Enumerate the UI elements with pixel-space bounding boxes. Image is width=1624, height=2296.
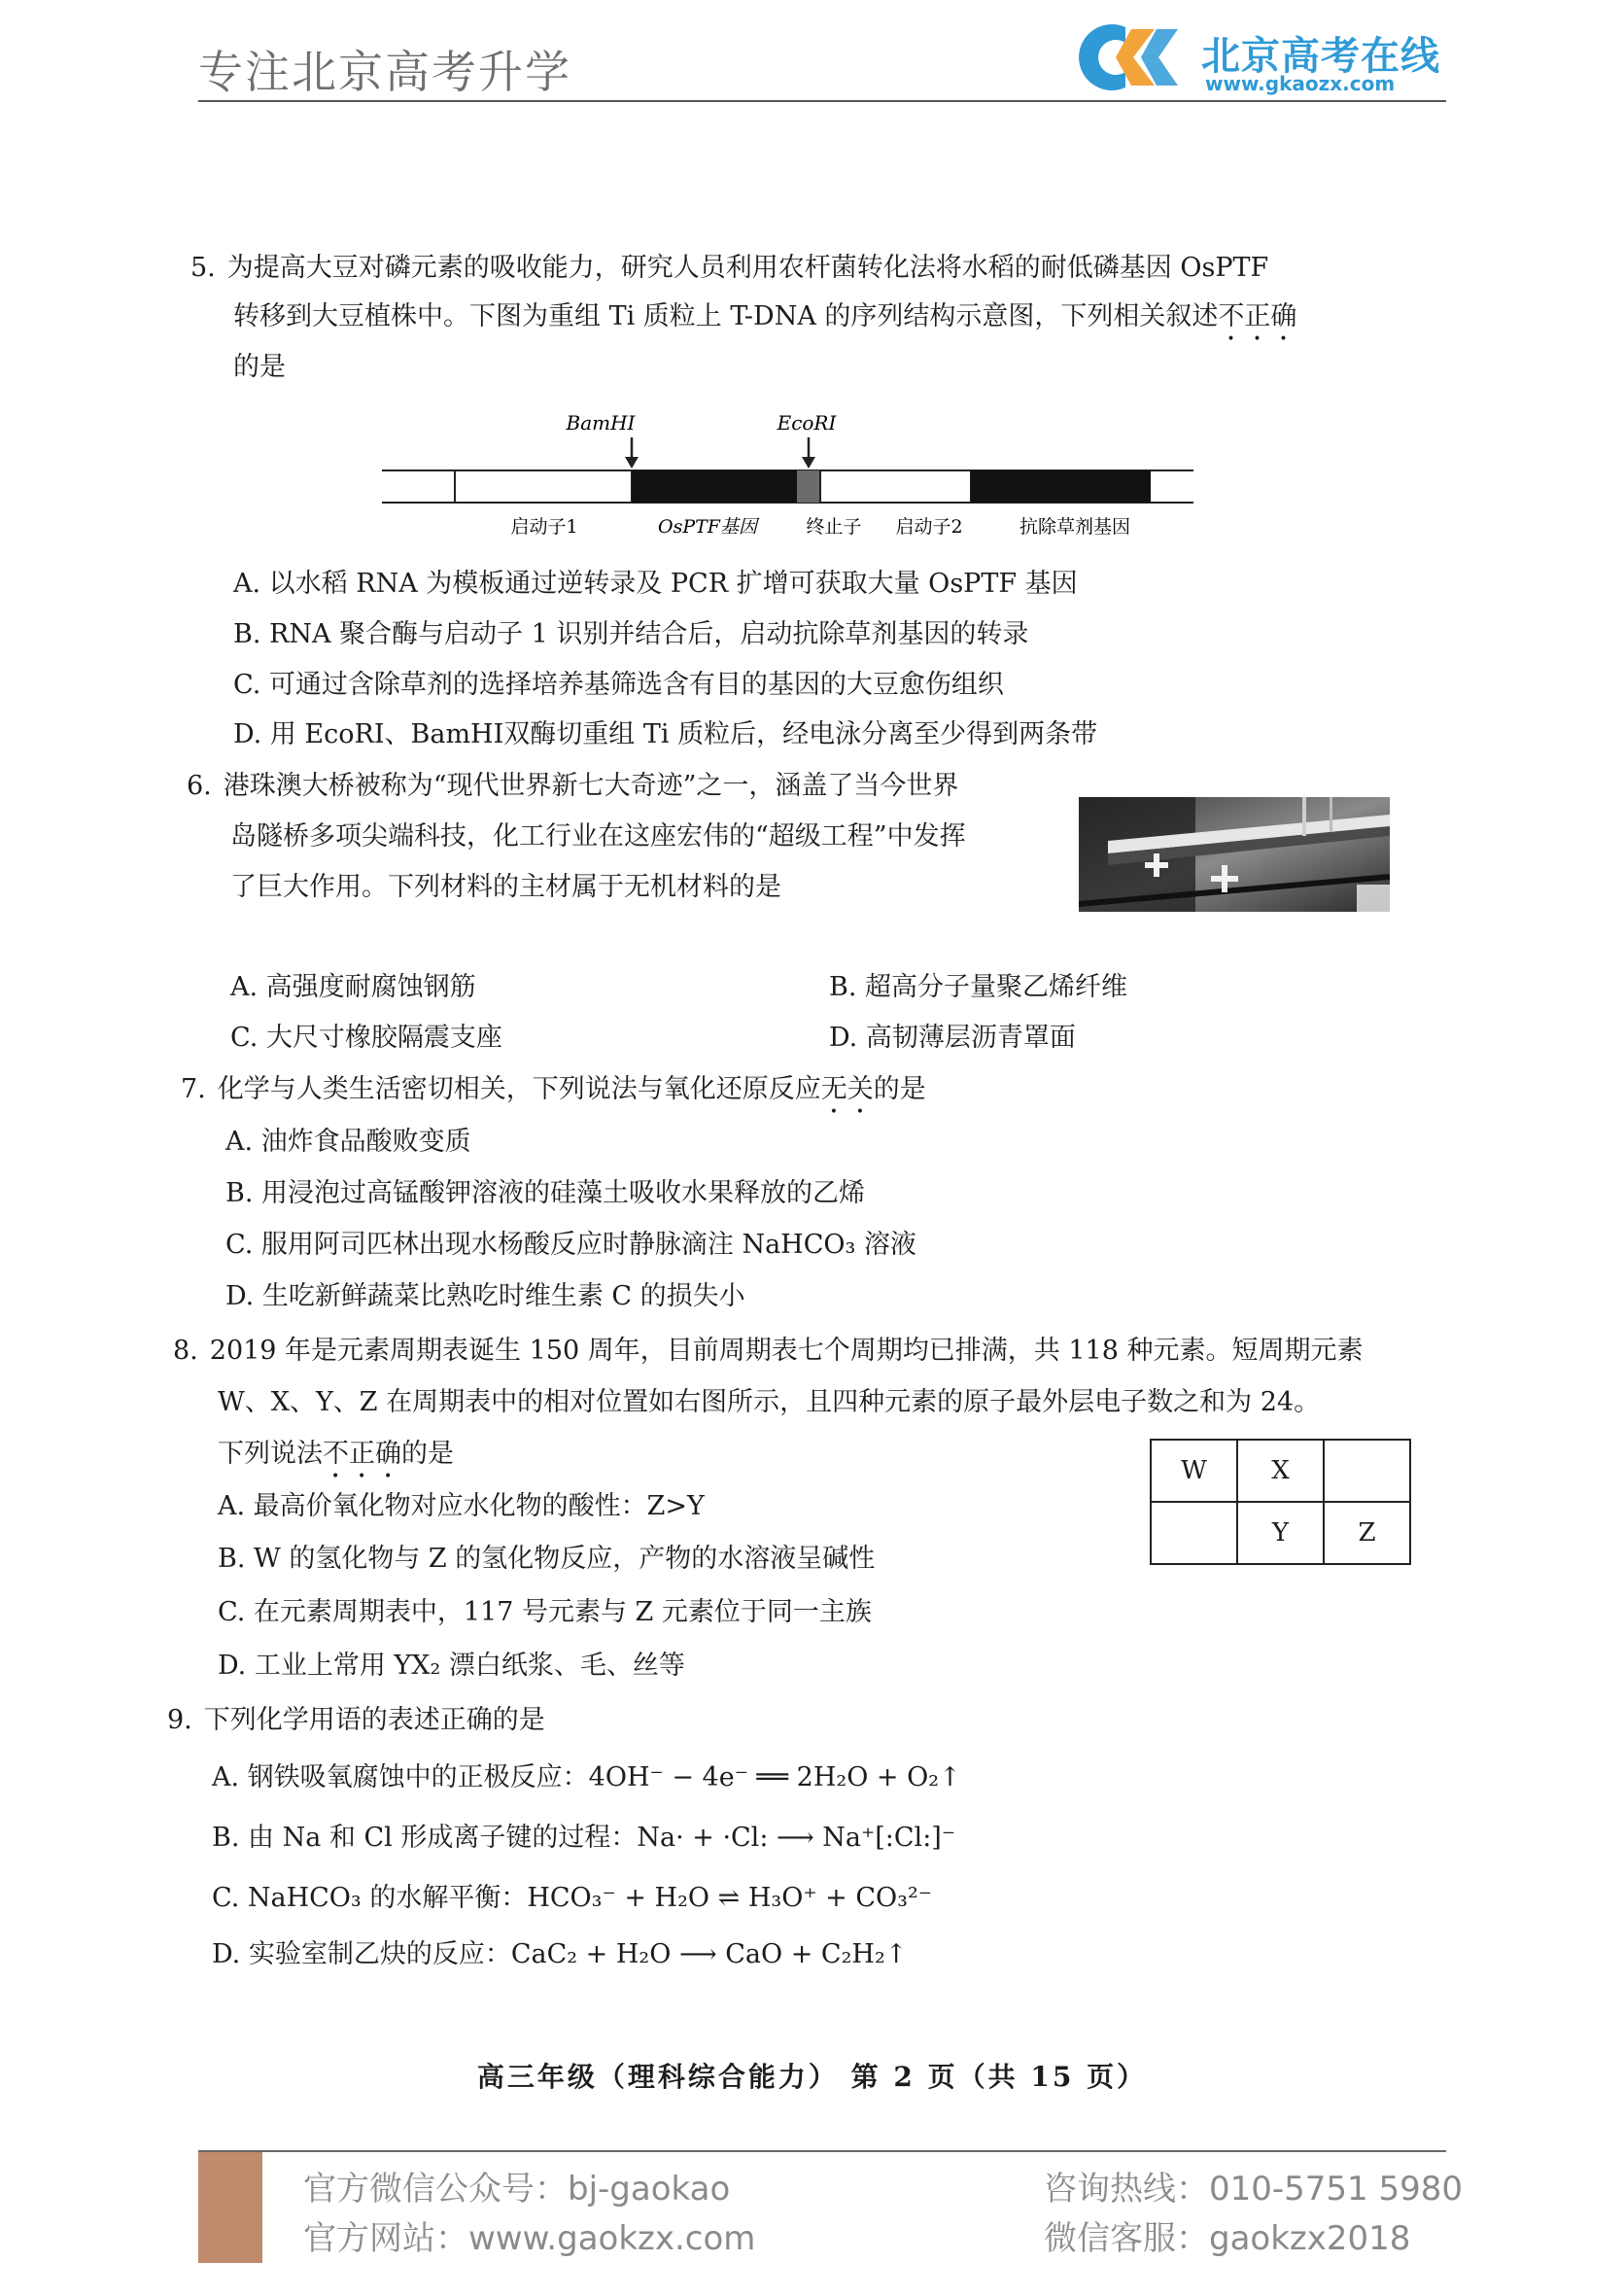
- q7-option-d: D. 生吃新鲜蔬菜比熟吃时维生素 C 的损失小: [225, 1281, 745, 1311]
- q6-option-a: A. 高强度耐腐蚀钢筋: [230, 972, 476, 1002]
- q6-line3: 了巨大作用。下列材料的主材属于无机材料的是: [230, 872, 781, 902]
- promoter1-segment: [455, 470, 632, 503]
- q5-option-a: A. 以水稻 RNA 为模板通过逆转录及 PCR 扩增可获取大量 OsPTF 基因: [233, 569, 1078, 599]
- q8-line3: [218, 1432, 454, 1484]
- periodic-row: [1151, 1440, 1410, 1502]
- bamhi-arrowhead-icon: [625, 457, 639, 469]
- footer-wechat-service: 微信客服：gaokzx2018: [1044, 2219, 1411, 2258]
- q5-stem-line2: 转移到大豆植株中。下图为重组 Ti 质粒上 T-DNA 的序列结构示意图，下列相关叙述: [233, 301, 1219, 331]
- label-terminator: 终止子: [806, 516, 862, 538]
- footer-accent-bar: [198, 2152, 262, 2263]
- q6-line1: [187, 764, 958, 802]
- q8-number: 8.: [173, 1336, 198, 1366]
- label-herbicide-gene: 抗除草剂基因: [1019, 516, 1131, 538]
- q6-number: 6.: [187, 771, 212, 801]
- header-rule: [198, 100, 1446, 102]
- q5-stem-line1: 为提高大豆对磷元素的吸收能力，研究人员利用农杆菌转化法将水稻的耐低磷基因 OsPTF: [226, 253, 1269, 283]
- q5-option-c: C. 可通过含除草剂的选择培养基筛选含有目的基因的大豆愈伤组织: [233, 670, 1004, 700]
- q9-option-c: C. NaHCO₃ 的水解平衡：HCO₃⁻ + H₂O ⇌ H₃O⁺ + CO₃²⁻: [212, 1883, 933, 1913]
- q5-line1: [190, 246, 1268, 284]
- footer-website: 官方网站：www.gaokzx.com: [303, 2219, 756, 2258]
- q8-line1: [173, 1329, 1363, 1367]
- q7-stem: [181, 1067, 926, 1120]
- q8-option-d: D. 工业上常用 YX₂ 漂白纸浆、毛、丝等: [218, 1651, 685, 1681]
- q9-stem: [167, 1698, 545, 1736]
- cell-empty: [1151, 1502, 1237, 1564]
- q6-stem-line1: 港珠澳大桥被称为“现代世界新七大奇迹”之一，涵盖了当今世界: [223, 771, 959, 801]
- q5-line2: [233, 295, 1296, 347]
- bamhi-site-label: BamHⅠ: [566, 411, 636, 435]
- periodic-table-fragment: [1150, 1439, 1411, 1565]
- q8-emphasis: 不正确: [323, 1439, 401, 1469]
- herbicide-resistance-segment: [971, 470, 1151, 503]
- gkaozx-logo-icon: [1069, 19, 1191, 95]
- q7-stem-c: 的是: [873, 1074, 926, 1104]
- q7-option-a: A. 油炸食品酸败变质: [225, 1127, 471, 1157]
- bridge-photo: [1079, 797, 1390, 912]
- logo-name: 北京高考在线: [1201, 34, 1440, 79]
- terminator-segment: [797, 470, 820, 503]
- q9-option-a: A. 钢铁吸氧腐蚀中的正极反应：4OH⁻ − 4e⁻ ══ 2H₂O + O₂↑: [212, 1762, 961, 1792]
- cell-z: Z: [1324, 1502, 1410, 1564]
- t-dna-diagram: [377, 408, 1203, 544]
- q7-option-b: B. 用浸泡过高锰酸钾溶液的硅藻土吸收水果释放的乙烯: [225, 1178, 866, 1208]
- q7-stem-a: 化学与人类生活密切相关，下列说法与氧化还原反应: [217, 1074, 821, 1104]
- q8-option-c: C. 在元素周期表中，117 号元素与 Z 元素位于同一主族: [218, 1597, 872, 1627]
- q5-option-d: D. 用 EcoRⅠ、BamHⅠ双酶切重组 Ti 质粒后，经电泳分离至少得到两条带: [233, 719, 1098, 749]
- q5-emphasis: 不正确: [1218, 301, 1297, 331]
- ecori-site-label: EcoRⅠ: [777, 411, 837, 435]
- q7-number: 7.: [181, 1074, 206, 1104]
- q8-option-a: A. 最高价氧化物对应水化物的酸性：Z>Y: [218, 1491, 705, 1521]
- label-promoter2: 启动子2: [895, 516, 963, 538]
- q9-stem-text: 下列化学用语的表述正确的是: [203, 1705, 545, 1735]
- q5-option-b: B. RNA 聚合酶与启动子 1 识别并结合后，启动抗除草剂基因的转录: [233, 619, 1029, 649]
- q7-option-c: C. 服用阿司匹林出现水杨酸反应时静脉滴注 NaHCO₃ 溶液: [225, 1230, 916, 1260]
- q6-line2: 岛隧桥多项尖端科技，化工行业在这座宏伟的“超级工程”中发挥: [230, 821, 966, 852]
- ecori-arrowhead-icon: [802, 457, 815, 469]
- q5-number: 5.: [190, 253, 216, 283]
- footer-wechat-account: 官方微信公众号：bj-gaokao: [303, 2170, 731, 2209]
- q5-line3: 的是: [233, 352, 286, 382]
- label-promoter1: 启动子1: [510, 516, 578, 538]
- cell-w: W: [1151, 1440, 1237, 1502]
- footer-rule: [198, 2150, 1446, 2152]
- promoter2-segment: [820, 470, 971, 503]
- label-osptf-gene: OsPTF基因: [658, 516, 757, 538]
- q9-number: 9.: [167, 1705, 192, 1735]
- cell-x: X: [1237, 1440, 1324, 1502]
- page-header: [0, 0, 1624, 107]
- q6-option-c: C. 大尺寸橡胶隔震支座: [230, 1023, 502, 1053]
- q6-option-d: D. 高韧薄层沥青罩面: [829, 1023, 1076, 1053]
- q8-stem-line1: 2019 年是元素周期表诞生 150 周年，目前周期表七个周期均已排满，共 118 种元素。短周期元素: [209, 1336, 1364, 1366]
- footer-hotline: 咨询热线：010-5751 5980: [1044, 2170, 1464, 2209]
- logo-url: www.gkaozx.com: [1205, 72, 1396, 95]
- page-number-footer: 高三年级（理科综合能力） 第 2 页（共 15 页）: [476, 2061, 1148, 2093]
- q8-line2: W、X、Y、Z 在周期表中的相对位置如右图所示，且四种元素的原子最外层电子数之和为 24。: [218, 1387, 1321, 1417]
- q8-stem-a: 下列说法: [218, 1439, 323, 1469]
- q9-option-d: D. 实验室制乙炔的反应：CaC₂ + H₂O ⟶ CaO + C₂H₂↑: [212, 1939, 908, 1969]
- q9-option-b: B. 由 Na 和 Cl 形成离子键的过程：Na· + ·Cl: ⟶ Na⁺[:Cl:]⁻: [212, 1823, 956, 1853]
- cell-y: Y: [1237, 1502, 1324, 1564]
- q7-emphasis: 无关: [820, 1074, 874, 1104]
- q8-option-b: B. W 的氢化物与 Z 的氢化物反应，产物的水溶液呈碱性: [218, 1544, 876, 1574]
- cell-empty: [1324, 1440, 1410, 1502]
- header-slogan: 专注北京高考升学: [198, 46, 571, 98]
- q6-option-b: B. 超高分子量聚乙烯纤维: [829, 972, 1128, 1002]
- osptf-gene-segment: [632, 470, 797, 503]
- q8-stem-c: 的是: [401, 1439, 454, 1469]
- periodic-row: [1151, 1502, 1410, 1564]
